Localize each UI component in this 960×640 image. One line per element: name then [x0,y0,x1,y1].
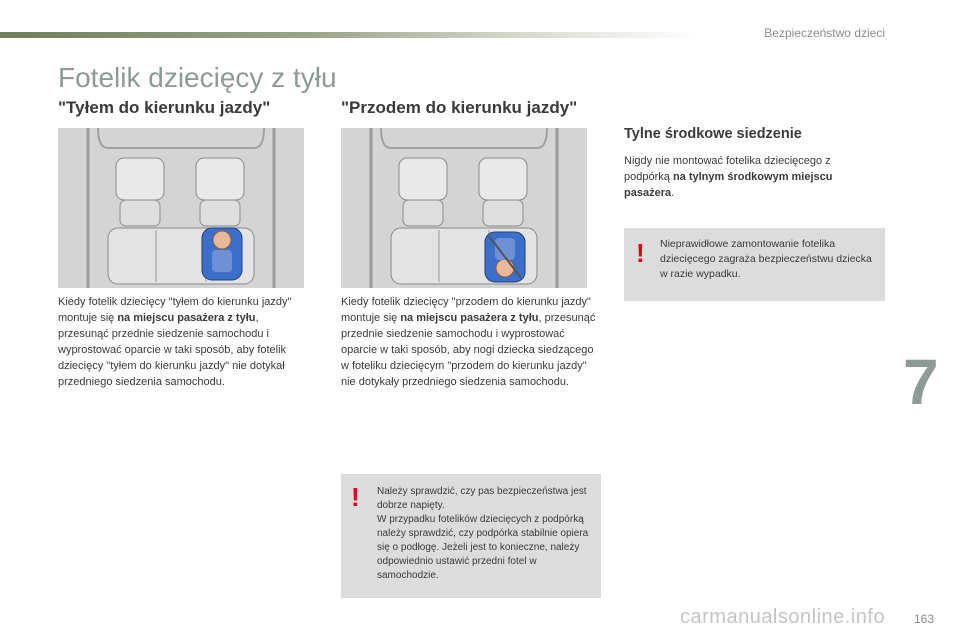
front-facing-text [341,294,601,390]
warning-text-seatbelt-line1: Należy sprawdzić, czy pas bezpieczeństwa jest dobrze napięty. [377,486,587,511]
warning-text-seatbelt [377,485,597,583]
warning-text-middle-seat: Nieprawidłowe zamontowanie fotelika dziecięcego zagraża bezpieczeństwu dziecka w razie wypadku. [660,238,872,280]
header-gradient-bar [0,32,700,38]
front-facing-text-part1: Kiedy fotelik dziecięcy "przodem do kierunku jazdy" montuje się [341,296,591,324]
front-facing-illustration [341,128,587,288]
rear-middle-text-bold: na tylnym środkowym miejscu pasażera [624,171,833,199]
car-top-view-rear-facing [58,128,304,288]
rear-facing-text [58,294,298,390]
warning-box-middle-seat [624,228,885,301]
front-facing-text-part2: , przesunąć przednie siedzenie samochodu i wyprostować oparcie w taki sposób, aby nogi dziecka siedzącego w foteliku dziecięcym "przodem do kierunku jazdy" nie dotykały przedniego siedzenia samochodu. [341,312,596,388]
chapter-number: 7 [903,346,939,418]
warning-text-seatbelt-line2: W przypadku fotelików dziecięcych z podpórką należy sprawdzić, czy podpórka stabilnie opiera się o podłogę. Jeżeli jest to konieczne, należy odpowiednio ustawić przedni fotel w samochodzie. [377,514,589,581]
rear-middle-text [624,153,879,201]
page-number: 163 [913,612,934,626]
section-title: Bezpieczeństwo dzieci [764,26,885,40]
warning-box-seatbelt [341,474,601,598]
rear-facing-text-part2: , przesunąć przednie siedzenie samochodu i wyprostować oparcie w taki sposób, aby fotelik dziecięcy "tyłem do kierunku jazdy" nie dotykał przedniego siedzenia samochodu. [58,312,287,388]
rear-middle-heading: Tylne środkowe siedzenie [624,126,802,142]
rear-facing-heading: "Tyłem do kierunku jazdy" [58,98,271,117]
front-facing-text-bold: na miejscu pasażera z tyłu [400,312,539,324]
rear-facing-text-part1: Kiedy fotelik dziecięcy "tyłem do kierunku jazdy" montuje się [58,296,292,324]
page-title: Fotelik dziecięcy z tyłu [58,62,337,93]
car-top-view-front-facing [341,128,587,288]
warning-icon: ! [636,238,645,268]
rear-middle-text-part1: Nigdy nie montować fotelika dziecięcego z podpórką [624,155,831,183]
rear-facing-illustration [58,128,304,288]
front-facing-heading: "Przodem do kierunku jazdy" [341,98,578,117]
warning-icon: ! [351,482,360,512]
rear-middle-text-part2: . [671,187,675,199]
watermark: carmanualsonline.info [680,606,886,628]
rear-facing-text-bold: na miejscu pasażera z tyłu [117,312,256,324]
